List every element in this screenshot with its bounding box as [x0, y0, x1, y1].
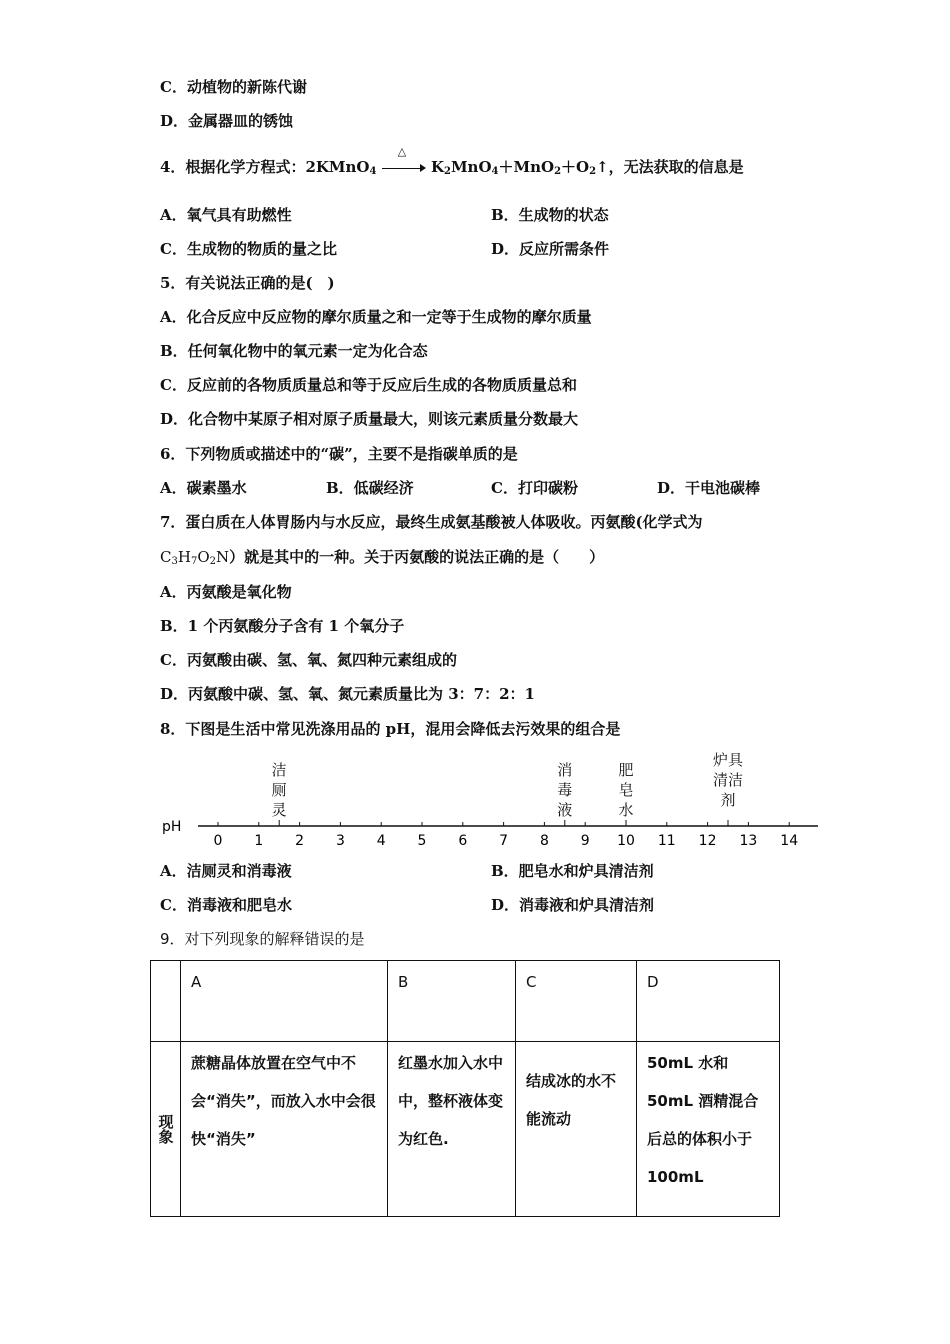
cell-b-text: 红墨水加入水中中，整杯液体变为红色.: [398, 1054, 504, 1148]
q4-option-d: D．反应所需条件: [491, 240, 610, 258]
q6-stem: 6．下列物质或描述中的“碳”，主要不是指碳单质的是: [160, 445, 518, 463]
row-label-cell: [151, 1042, 181, 1217]
table-cell-b: [388, 1042, 516, 1217]
reaction-arrow-icon: [382, 145, 426, 177]
ph-tick-label: 1: [254, 833, 264, 849]
q5-option-a: A．化合反应中反应物的摩尔质量之和一定等于生成物的摩尔质量: [160, 308, 592, 326]
q8-option-a: A．洁厕灵和消毒液: [160, 862, 292, 880]
q7-formula-sub3: 2: [209, 556, 217, 567]
q7-formula-c: C: [160, 548, 172, 566]
ph-tick-label: 5: [417, 833, 427, 849]
q4-stem-suffix: ↑，无法获取的信息是: [596, 158, 744, 176]
q4-stem: [160, 145, 744, 177]
table-header-c: [516, 961, 637, 1042]
ph-product-label: 肥 皂 水: [618, 761, 634, 819]
q4-stem-prefix: 4．根据化学方程式：2KMnO: [160, 158, 370, 176]
q7-formula-h: H: [177, 548, 191, 566]
table-cell-c: [516, 1042, 637, 1217]
table-corner-cell: [151, 961, 181, 1042]
heat-condition: △: [397, 145, 407, 158]
table-cell-d: [637, 1042, 780, 1217]
table-header-row: [151, 961, 780, 1042]
q7-formula-sub1: 3: [171, 556, 178, 567]
q4-p1-sub-a: 2: [443, 166, 451, 177]
table-header-a: [181, 961, 388, 1042]
q4-plus2: ＋O: [561, 158, 590, 176]
ph-tick-label: 4: [376, 833, 386, 849]
header-a-label: A: [191, 973, 202, 991]
ph-product-label: 消 毒 液: [557, 761, 573, 819]
ph-tick-label: 12: [698, 833, 717, 849]
q8-option-b: B．肥皂水和炉具清洁剂: [491, 862, 654, 880]
cell-d-text: 50mL 水和 50mL 酒精混合后总的体积小于 100mL: [647, 1054, 759, 1186]
q7-formula-n: N: [216, 548, 230, 566]
ph-tick-label: 14: [780, 833, 799, 849]
q4-p3-sub: 2: [589, 166, 597, 177]
q6-option-d: D．干电池碳棒: [657, 479, 761, 497]
q6-option-c: C．打印碳粉: [491, 479, 578, 497]
row-label: 现象: [156, 1114, 175, 1144]
q3-option-d: D．金属器皿的锈蚀: [160, 112, 294, 130]
q6-option-a: A．碳素墨水: [160, 479, 247, 497]
header-c-label: C: [526, 973, 537, 991]
q7-option-c: C．丙氨酸由碳、氢、氧、氮四种元素组成的: [160, 651, 457, 669]
ph-tick-label: 3: [335, 833, 345, 849]
q5-stem: 5．有关说法正确的是( ): [160, 274, 335, 292]
q4-reactant-sub: 4: [369, 166, 377, 177]
ph-axis-label: pH: [162, 819, 182, 835]
q8-stem: 8．下图是生活中常见洗涤用品的 pH，混用会降低去污效果的组合是: [160, 720, 621, 738]
q4-p1-sub-b: 4: [491, 166, 499, 177]
ph-tick-label: 2: [295, 833, 305, 849]
q7-option-b: B．1 个丙氨酸分子含有 1 个氧分子: [160, 617, 405, 635]
ph-tick-label: 10: [617, 833, 635, 849]
table-row: [151, 1042, 780, 1217]
table-cell-a: [181, 1042, 388, 1217]
q4-option-b: B．生成物的状态: [491, 206, 609, 224]
q4-option-a: A．氧气具有助燃性: [160, 206, 292, 224]
q9-stem: 9．对下列现象的解释错误的是: [160, 930, 365, 948]
q4-plus1: ＋MnO: [498, 158, 555, 176]
ph-tick-label: 9: [580, 833, 590, 849]
q6-option-b: B．低碳经济: [326, 479, 414, 497]
ph-product-label: 洁 厕 灵: [271, 761, 287, 819]
q7-stem-line2: [160, 546, 604, 567]
ph-tick-label: 11: [657, 833, 676, 849]
q7-option-a: A．丙氨酸是氧化物: [160, 583, 292, 601]
ph-tick-label: 6: [458, 833, 468, 849]
q4-p1-b: MnO: [450, 158, 492, 176]
q7-formula-o: O: [197, 548, 210, 566]
q5-option-b: B．任何氧化物中的氧元素一定为化合态: [160, 342, 428, 360]
cell-a-text: 蔗糖晶体放置在空气中不会“消失”，而放入水中会很快“消失”: [191, 1054, 376, 1148]
header-d-label: D: [647, 973, 659, 991]
q4-option-c: C．生成物的物质的量之比: [160, 240, 337, 258]
q7-option-d: D．丙氨酸中碳、氢、氧、氮元素质量比为 3：7：2：1: [160, 685, 535, 703]
table-header-b: [388, 961, 516, 1042]
q9-table: [150, 960, 780, 1217]
ph-tick-label: 13: [739, 833, 758, 849]
cell-c-text: 结成冰的水不能流动: [526, 1072, 617, 1128]
ph-scale-figure: [158, 752, 823, 852]
q4-p2-sub: 2: [554, 166, 562, 177]
q4-p1: K: [430, 158, 444, 176]
q5-option-d: D．化合物中某原子相对原子质量最大，则该元素质量分数最大: [160, 410, 579, 428]
ph-product-label: 炉具 清洁 剂: [712, 751, 743, 809]
ph-tick-label: 8: [539, 833, 549, 849]
q8-option-d: D．消毒液和炉具清洁剂: [491, 896, 655, 914]
q3-option-c: C．动植物的新陈代谢: [160, 78, 307, 96]
q5-option-c: C．反应前的各物质质量总和等于反应后生成的各物质质量总和: [160, 376, 577, 394]
q7-stem2: ）就是其中的一种。关于丙氨酸的说法正确的是（ ）: [229, 548, 605, 566]
q7-stem-line1: 7．蛋白质在人体胃肠内与水反应，最终生成氨基酸被人体吸收。丙氨酸(化学式为: [160, 513, 703, 531]
q8-option-c: C．消毒液和肥皂水: [160, 896, 292, 914]
q7-formula-sub2: 7: [190, 556, 198, 567]
ph-tick-label: 0: [213, 833, 223, 849]
header-b-label: B: [398, 973, 409, 991]
table-header-d: [637, 961, 780, 1042]
ph-tick-label: 7: [499, 833, 509, 849]
